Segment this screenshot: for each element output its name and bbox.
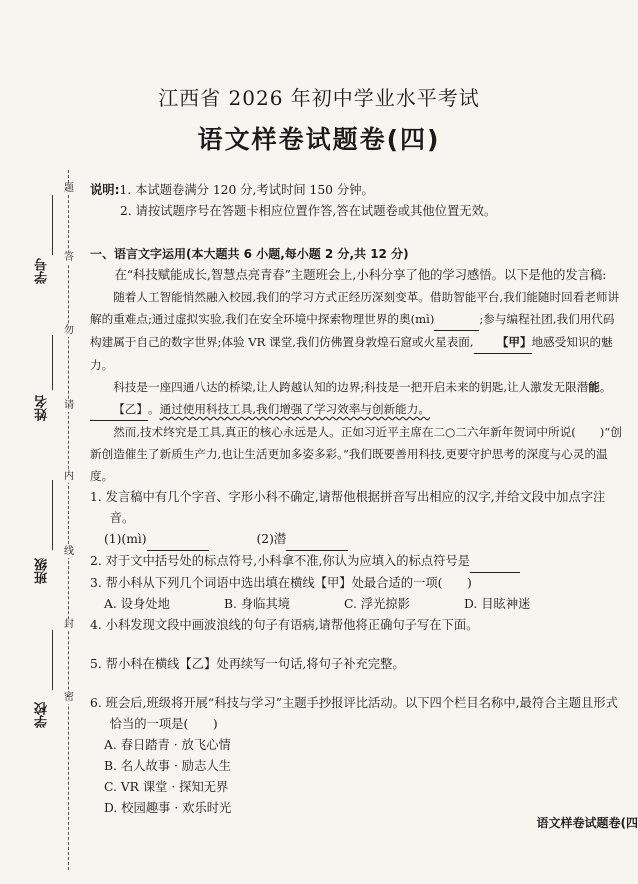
q6-option-b[interactable]: B. 名人故事 · 励志人生	[104, 759, 231, 773]
field-line	[52, 335, 53, 390]
field-class: 班级	[35, 558, 50, 584]
question-6: 6. 班会后,班级将开展“科技与学习”主题手抄报评比活动。以下四个栏目名称中,最符合主题且形式恰当的一项是( )	[90, 696, 618, 731]
speech-para-2	[90, 376, 625, 421]
field-line	[52, 195, 53, 255]
para1-part-c: 地感受知识的魅力。	[90, 335, 613, 372]
seal-char: 题	[61, 183, 77, 195]
question-4: 4. 小科发现文段中画波浪线的句子有语病,请帮他将正确句子写在下面。	[90, 618, 479, 632]
exam-content	[90, 180, 625, 819]
note-item-1: 1. 本试题卷满分 120 分,考试时间 150 分钟。	[119, 183, 374, 197]
field-line	[52, 480, 53, 550]
q1-item-2: (2)潜	[256, 532, 287, 546]
note-line-1	[90, 180, 625, 201]
para2-part-b: 。	[599, 380, 612, 394]
seal-char: 线	[61, 546, 77, 558]
answer-space	[90, 675, 625, 693]
para3-part-a: 然而,技术终究是工具,真正的核心永远是人。正如习近平主席在二○二六年新年贺词中所说(	[113, 425, 576, 439]
para1-part-b: ;参与编程社团,我们用代码构建属于自己的数字世界;体验 VR 课堂,我们仿佛置身敦煌石窟或火星表面,	[90, 312, 615, 349]
speech-para-3	[90, 421, 625, 487]
q6-option-c[interactable]: C. VR 课堂 · 探知无界	[104, 780, 229, 794]
seal-char: 请	[61, 400, 77, 412]
q1-item-1: (1)(mì)	[104, 532, 147, 546]
seal-char: 勿	[61, 325, 77, 337]
q1-blank-1[interactable]	[147, 529, 209, 551]
speech-para-1	[90, 286, 625, 376]
q2-blank[interactable]	[470, 551, 520, 573]
answer-space	[90, 636, 625, 654]
mark-jia: 【甲】	[474, 331, 532, 354]
question-1: 1. 发言稿中有几个字音、字形小科不确定,请帮他根据拼音写出相应的汉字,并给文段中加点字注音。	[90, 490, 606, 525]
seal-char: 封	[61, 619, 77, 631]
blank-mi	[434, 308, 479, 331]
page-footer: 语文样卷试题卷(四	[536, 816, 638, 830]
q3-option-b[interactable]: B. 身临其境	[224, 597, 291, 611]
q3-options	[104, 594, 625, 615]
q2-text: 2. 对于文中括号处的标点符号,小科拿不准,你认为应填入的标点符号是	[90, 554, 471, 568]
seal-char: 答	[61, 252, 77, 264]
field-school: 学校	[35, 702, 50, 728]
q1-blank-2[interactable]	[286, 529, 348, 551]
question-1-blanks	[104, 529, 625, 551]
mark-yi: 【乙】	[90, 398, 148, 421]
q6-option-d[interactable]: D. 校园趣事 · 欢乐时光	[104, 801, 232, 815]
wavy-sentence: 通过使用科技工具,我们增强了学习效率与创新能力。	[159, 402, 430, 416]
field-name: 姓名	[35, 395, 50, 421]
question-3: 3. 帮小科从下列几个词语中选出填在横线【甲】处最合适的一项( )	[90, 576, 472, 590]
q3-option-a[interactable]: A. 设身处地	[104, 597, 170, 611]
seal-line	[68, 170, 69, 870]
dotted-char: 能	[588, 380, 600, 394]
seal-char: 密	[61, 692, 77, 704]
section-heading: 一、语言文字运用(本大题共 6 小题,每小题 2 分,共 12 分)	[90, 247, 409, 261]
para1-part-a: 随着人工智能悄然融入校园,我们的学习方式正经历深刻变革。借助智能平台,我们能随时回看老师讲解的重难点;通过虚拟实验,我们在安全环境中探索物理世界的奥(mì)	[90, 290, 620, 326]
field-line	[52, 630, 53, 690]
q3-option-d[interactable]: D. 目眩神迷	[464, 597, 531, 611]
q3-option-c[interactable]: C. 浮光掠影	[344, 597, 410, 611]
paper-title: 语文样卷试题卷(四)	[197, 125, 441, 154]
field-student-id: 学号	[35, 258, 50, 284]
exam-title: 江西省 2026 年初中学业水平考试	[158, 86, 480, 110]
para3-part-b: )“创新创造催生了新质生产力,也让生活更加多姿多彩。”我们既要善用科技,更要守护思考的深度与心灵的温度。	[90, 425, 622, 483]
seal-char: 内	[61, 471, 77, 483]
speech-text	[90, 286, 625, 487]
para2-part-a: 科技是一座四通八达的桥梁,让人跨越认知的边界;科技是一把开启未来的钥匙,让人激发无限潜	[113, 380, 589, 394]
intro-text: 在“科技赋能成长,智慧点亮青春”主题班会上,小科分享了他的学习感悟。以下是他的发言稿:	[114, 268, 607, 282]
question-2	[90, 551, 625, 573]
q6-option-a[interactable]: A. 春日踏青 · 放飞心情	[104, 738, 231, 752]
para2-part-c: 。	[147, 402, 160, 416]
note-label: 说明:	[90, 183, 120, 197]
question-5: 5. 帮小科在横线【乙】处再续写一句话,将句子补充完整。	[90, 657, 405, 671]
note-item-2: 2. 请按试题序号在答题卡相应位置作答,答在试题卷或其他位置无效。	[120, 204, 497, 218]
